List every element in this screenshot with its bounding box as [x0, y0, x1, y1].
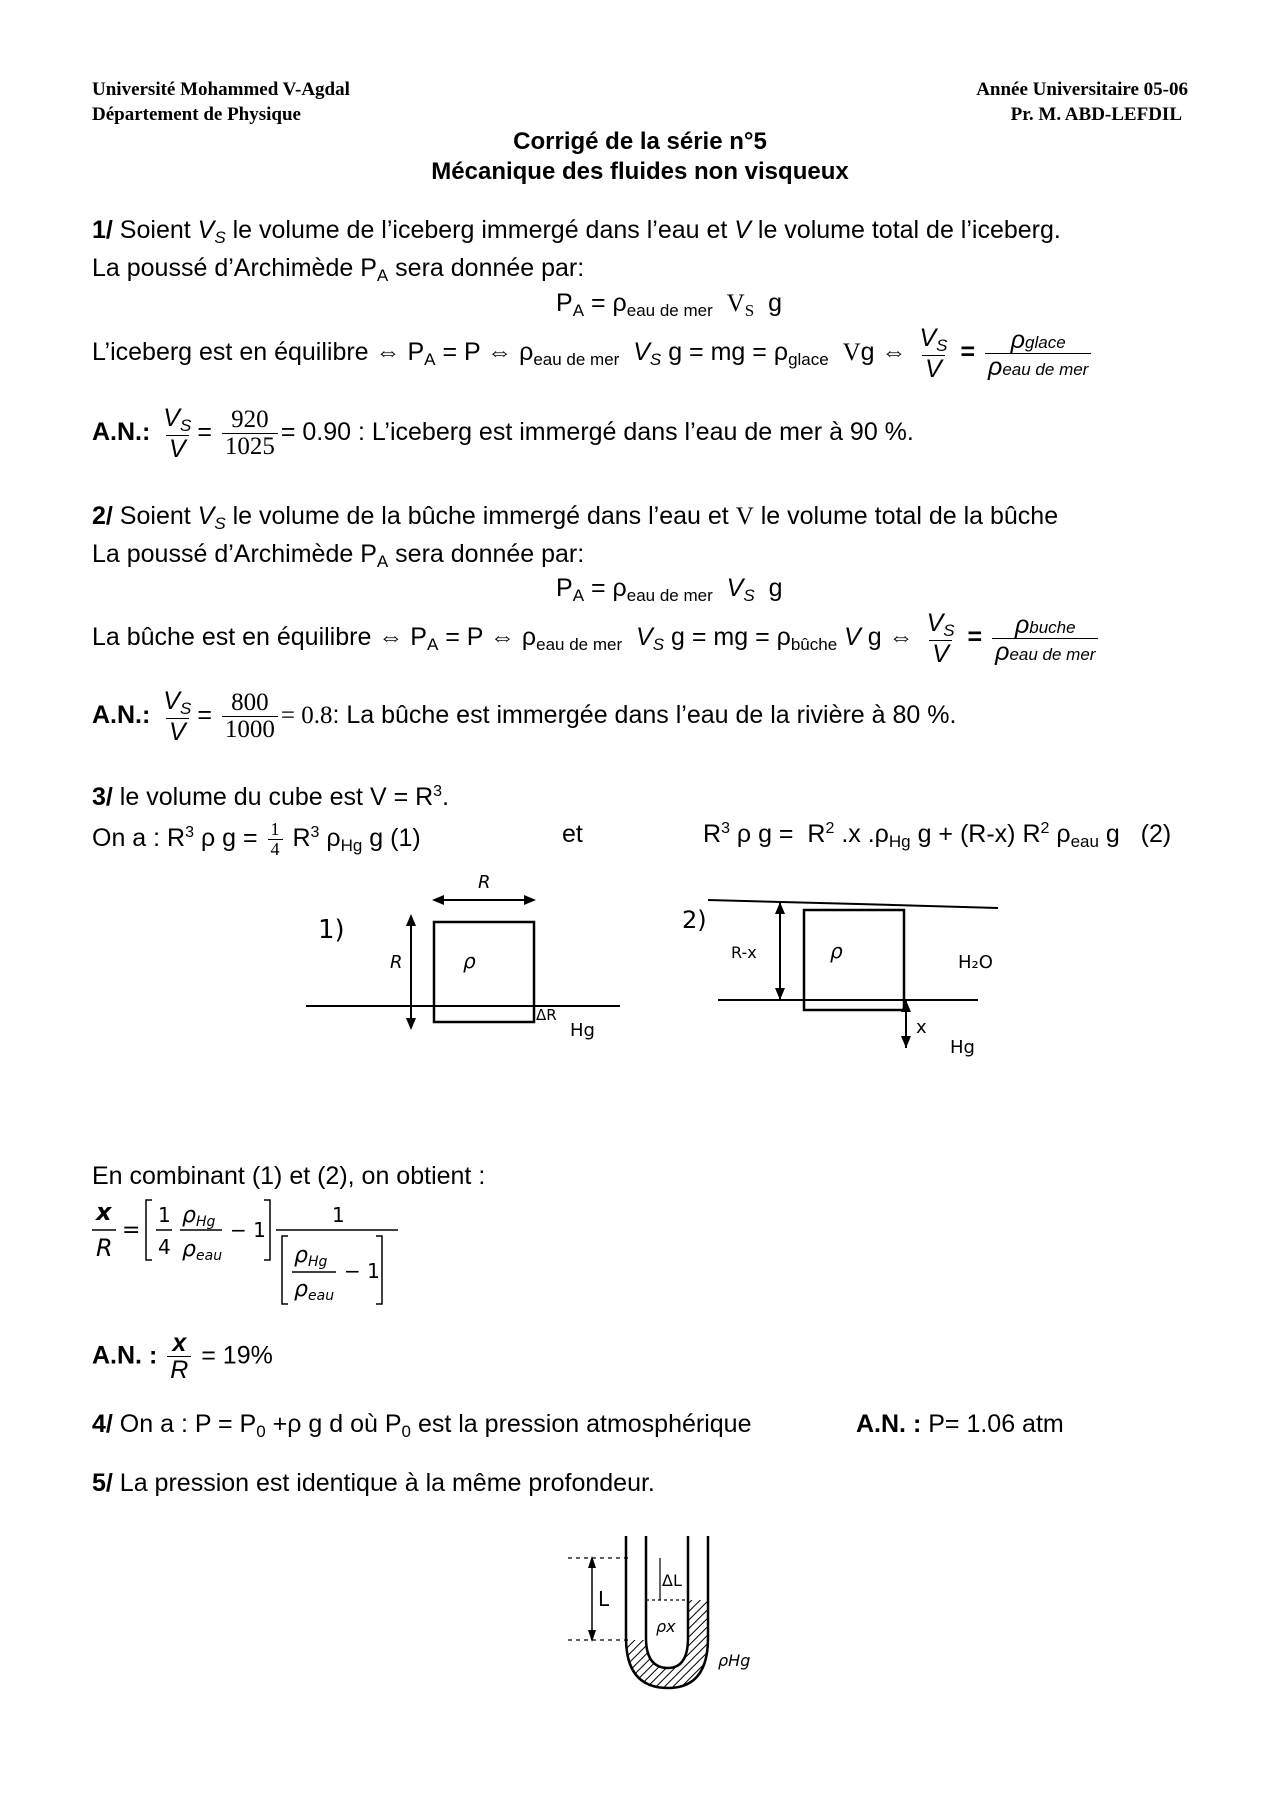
q1-numerical-application: A.N.: $\frac{V_S}{V}$ = $\frac{920}{1025}$ = 0.90 : L’iceberg est immergé dans l’eau de mer à 90 %. [92, 404, 914, 463]
u-tube-inner [646, 1536, 688, 1668]
q2-an-denominator: 1000 [222, 716, 278, 743]
svg-text:ρ: ρ [294, 1243, 308, 1268]
svg-text:eau: eau [196, 1248, 223, 1264]
q1-equilibrium: L’iceberg est en équilibre ⇔ $P_A = P$ ⇔ $\rho_{eau de mer}$ $V_S$ g = mg = $\rho_{glace}$ Vg ⇔ $\frac{V_S}{V}$ = $\frac{\text{ρglace}}{\text{ρeau de mer}}$ [92, 325, 1094, 382]
q5-line [92, 1469, 655, 1498]
q2-text-b: le volume de la bûche immergé dans l’eau et [225, 502, 736, 530]
q4-line: 4/ On a : $P = P_0 +\rho$ g d où $P_0$ est la pression atmosphérique [92, 1410, 752, 1441]
svg-text:− 1: − 1 [230, 1218, 266, 1242]
figure-2-cube-water-mercury [678, 868, 1008, 1068]
q1-equilibrium-text: L’iceberg est en équilibre ⇔ P [92, 338, 425, 367]
q3-volume-text: le volume du cube est V = R [112, 783, 434, 811]
svg-text:1: 1 [158, 1203, 171, 1227]
svg-text:x: x [96, 1198, 112, 1226]
q2-line1: 2/ Soient $V_S$ le volume de la bûche immergé dans l’eau et V le volume total de la bûche [92, 502, 1059, 533]
q2-text-c: le volume total de la bûche [753, 502, 1059, 530]
q1-archimedes-text: La poussé d’Archimède P [92, 254, 377, 282]
q4-number: 4/ [92, 1410, 113, 1438]
q3-number: 3/ [92, 783, 113, 811]
q4-an-result: P= 1.06 atm [921, 1410, 1064, 1438]
figure-1-cube-mercury [298, 868, 628, 1058]
u-tube-rho-x: ρx [656, 1617, 676, 1636]
q2-equilibrium-text: La bûche est en équilibre ⇔ P [92, 623, 427, 652]
q3-result-formula [92, 1192, 412, 1322]
svg-text:eau: eau [308, 1288, 335, 1304]
fig1-rho: ρ [463, 949, 476, 973]
u-tube-rho-Hg: ρHg [718, 1651, 751, 1670]
fig2-cube [804, 910, 904, 1010]
q4-text-c: est la pression atmosphérique [411, 1410, 752, 1438]
q3-equation-2: $R^3$ ρ $g = R^2$ .x $.\rho_{Hg}$ g + (R-x) $R^2$ $\rho_{eau}$ g (2) [703, 820, 1172, 851]
q1-line2: La poussé d’Archimède $P_A$ sera donnée par: [92, 254, 585, 285]
university-name: Université Mohammed V-Agdal [92, 79, 350, 100]
q2-equilibrium: La bûche est en équilibre ⇔ $P_A = P$ ⇔ $\rho_{eau de mer}$ $V_S$ g = mg = $\rho_{bûche}$ V g ⇔ $\frac{V_S}{V}$ = $\frac{\text{ρbuche}}{\text{ρeau de mer}}$ [92, 610, 1101, 667]
q3-and: et [562, 820, 583, 848]
q2-number: 2/ [92, 502, 113, 530]
u-tube-dL: ΔL [662, 1571, 682, 1590]
q2-an-label: A.N.: [92, 701, 151, 730]
q1-an-label: A.N.: [92, 418, 151, 447]
q3-equation-1: On a : $R^3$ ρ g = $\frac{1}{4}$ $R^3$ $\rho_{Hg}$ g (1) [92, 819, 421, 859]
fig2-x: x [916, 1017, 927, 1038]
fig1-dR: ΔR [536, 1006, 557, 1024]
q1-line1: 1/ Soient $V_S$ le volume de l’iceberg immergé dans l’eau et V le volume total de l’iceberg. [92, 216, 1061, 247]
svg-text:ρ: ρ [294, 1277, 308, 1302]
q1-density-ratio: $\frac{\text{ρglace}}{\text{ρeau de mer}}$ [985, 327, 1091, 381]
academic-year: Année Universitaire 05-06 [976, 79, 1188, 100]
q1-number: 1/ [92, 216, 113, 244]
q3-on-a: On a : R [92, 824, 186, 852]
department-name: Département de Physique [92, 104, 301, 125]
q2-text-a: Soient [112, 502, 198, 530]
page-title: Corrigé de la série n°5 [513, 128, 767, 155]
svg-text:=: = [122, 1218, 141, 1243]
q3-numerical-application: A.N. : $\frac{x}{R}$ = 19% [92, 1329, 273, 1385]
q4-numerical-application [856, 1410, 1064, 1439]
q2-line2: La poussé d’Archimède $P_A$ sera donnée par: [92, 540, 585, 571]
q4-text-a: On a : P = P [112, 1410, 257, 1438]
fig2-R-minus-x: R-x [731, 943, 757, 962]
svg-text:− 1: − 1 [344, 1259, 380, 1283]
q1-an-result: = 0.90 : L’iceberg est immergé dans l’eau de mer à 90 %. [280, 418, 914, 447]
fig2-Hg: Hg [950, 1037, 975, 1058]
q2-archimedes-text: La poussé d’Archimède P [92, 540, 377, 568]
svg-text:ρ: ρ [182, 1237, 196, 1262]
q1-text-c: le volume total de l’iceberg. [750, 216, 1061, 244]
mercury-fill [626, 1600, 708, 1688]
u-tube-L: L [598, 1587, 610, 1611]
q1-archimedes-end: sera donnée par: [388, 254, 585, 282]
q3-an-label: A.N. : [92, 1341, 158, 1370]
q5-number: 5/ [92, 1469, 113, 1497]
q1-text-a: Soient [112, 216, 198, 244]
page-subtitle: Mécanique des fluides non visqueux [431, 158, 849, 185]
q1-an-numerator: 920 [231, 405, 269, 433]
q2-archimedes-formula: $P_A = \rho_{eau de mer}$ $V_S$ g [556, 574, 783, 605]
q1-an-denominator: 1025 [222, 433, 278, 460]
svg-text:Hg: Hg [196, 1214, 216, 1230]
q1-text-b: le volume de l’iceberg immergé dans l’eau et [225, 216, 735, 244]
q1-archimedes-formula: $P_A = \rho_{eau de mer}$ $V_S$ g [556, 289, 782, 320]
q2-archimedes-end: sera donnée par: [388, 540, 585, 568]
q2-density-ratio: $\frac{\text{ρbuche}}{\text{ρeau de mer}}$ [992, 612, 1098, 666]
svg-text:4: 4 [158, 1235, 171, 1259]
q3-an-result: = 19% [201, 1341, 273, 1370]
q3-combine-text: En combinant (1) et (2), on obtient : [92, 1162, 486, 1190]
fig2-H2O: H₂O [958, 952, 993, 973]
fig2-label: 2) [682, 906, 707, 934]
svg-text:Hg: Hg [308, 1254, 328, 1270]
q1-ratio: $\frac{V_S}{V}$ [919, 324, 948, 383]
fig1-R-side: R [390, 952, 403, 973]
figure-3-u-tube [568, 1528, 768, 1708]
q2-numerical-application: A.N.: $\frac{V_S}{V}$ = $\frac{800}{1000}$ = 0.8: La bûche est immergée dans l’eau de la rivière à 80 %. [92, 687, 957, 746]
fig1-Hg: Hg [570, 1020, 595, 1041]
fig2-rho: ρ [830, 939, 843, 963]
fig1-label: 1) [318, 915, 345, 945]
q2-an-numerator: 800 [231, 688, 269, 716]
q3-line1: 3/ le volume du cube est $V = R^3$. [92, 783, 450, 811]
svg-text:1: 1 [332, 1203, 345, 1227]
professor-name: Pr. M. ABD-LEFDIL [1010, 104, 1182, 125]
fig1-R-top: R [478, 872, 491, 893]
svg-text:ρ: ρ [182, 1203, 196, 1228]
q5-text: La pression est identique à la même profondeur. [112, 1469, 655, 1497]
q4-an-label: A.N. : [856, 1410, 922, 1438]
svg-text:R: R [96, 1234, 113, 1262]
q4-text-b: +ρ g d où P [265, 1410, 402, 1438]
